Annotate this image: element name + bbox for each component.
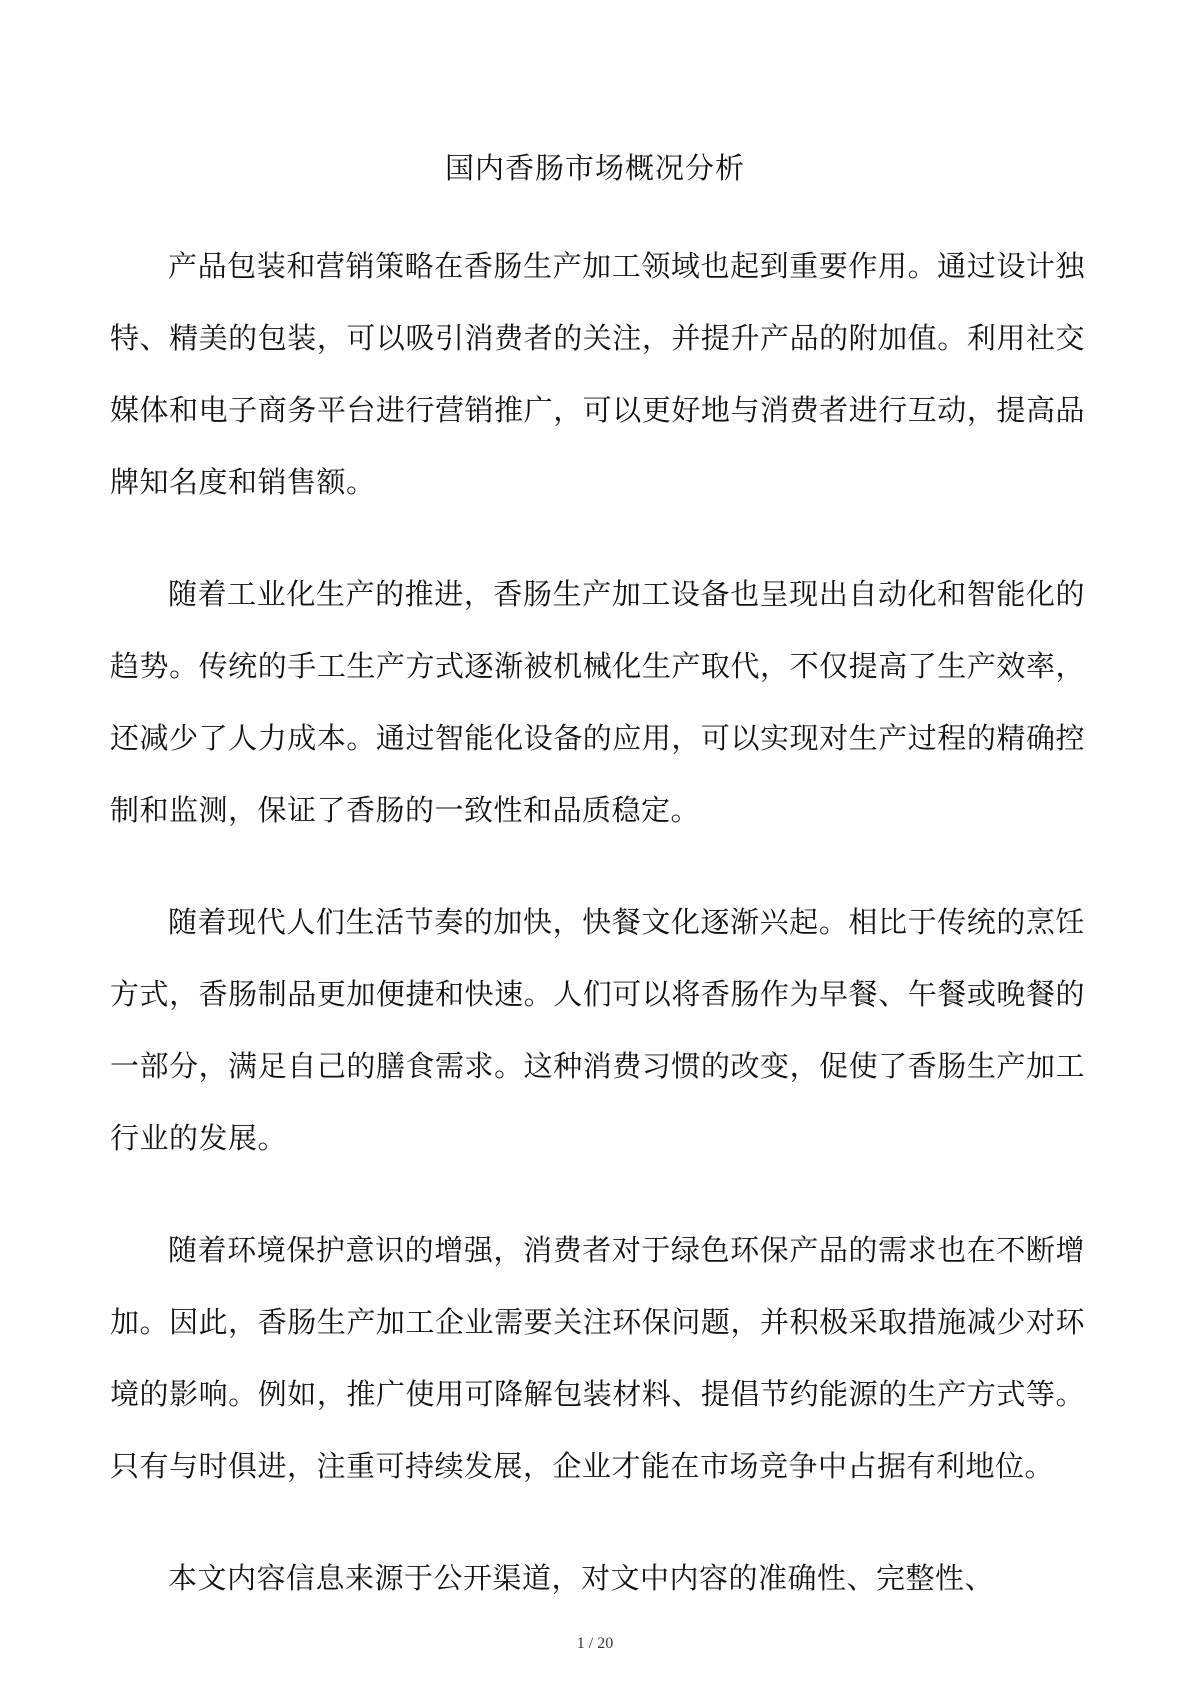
paragraph-automation: 随着工业化生产的推进，香肠生产加工设备也呈现出自动化和智能化的趋势。传统的手工生产方式逐渐被机械化生产取代，不仅提高了生产效率，还减少了人力成本。通过智能化设备的应用，可以实现对生产过程的精确控制和监测，保证了香肠的一致性和品质稳定。 (110, 577, 1085, 827)
paragraph-fast-food-culture: 随着现代人们生活节奏的加快，快餐文化逐渐兴起。相比于传统的烹饪方式，香肠制品更加便捷和快速。人们可以将香肠作为早餐、午餐或晚餐的一部分，满足自己的膳食需求。这种消费习惯的改变，促使了香肠生产加工行业的发展。 (110, 905, 1085, 1155)
paragraph-environmental-protection: 随着环境保护意识的增强，消费者对于绿色环保产品的需求也在不断增加。因此，香肠生产加工企业需要关注环保问题，并积极采取措施减少对环境的影响。例如，推广使用可降解包装材料、提倡节约能源的生产方式等。只有与时俱进，注重可持续发展，企业才能在市场竞争中占据有利地位。 (110, 1233, 1085, 1483)
paragraph-packaging-marketing: 产品包装和营销策略在香肠生产加工领域也起到重要作用。通过设计独特、精美的包装，可以吸引消费者的关注，并提升产品的附加值。利用社交媒体和电子商务平台进行营销推广，可以更好地与消费者进行互动，提高品牌知名度和销售额。 (110, 249, 1085, 499)
document-body (110, 230, 1085, 1654)
document-title: 国内香肠市场概况分析 (444, 151, 745, 185)
page-number: 1 / 20 (576, 1635, 614, 1652)
paragraph-disclaimer: 本文内容信息来源于公开渠道，对文中内容的准确性、完整性、 (168, 1561, 995, 1595)
